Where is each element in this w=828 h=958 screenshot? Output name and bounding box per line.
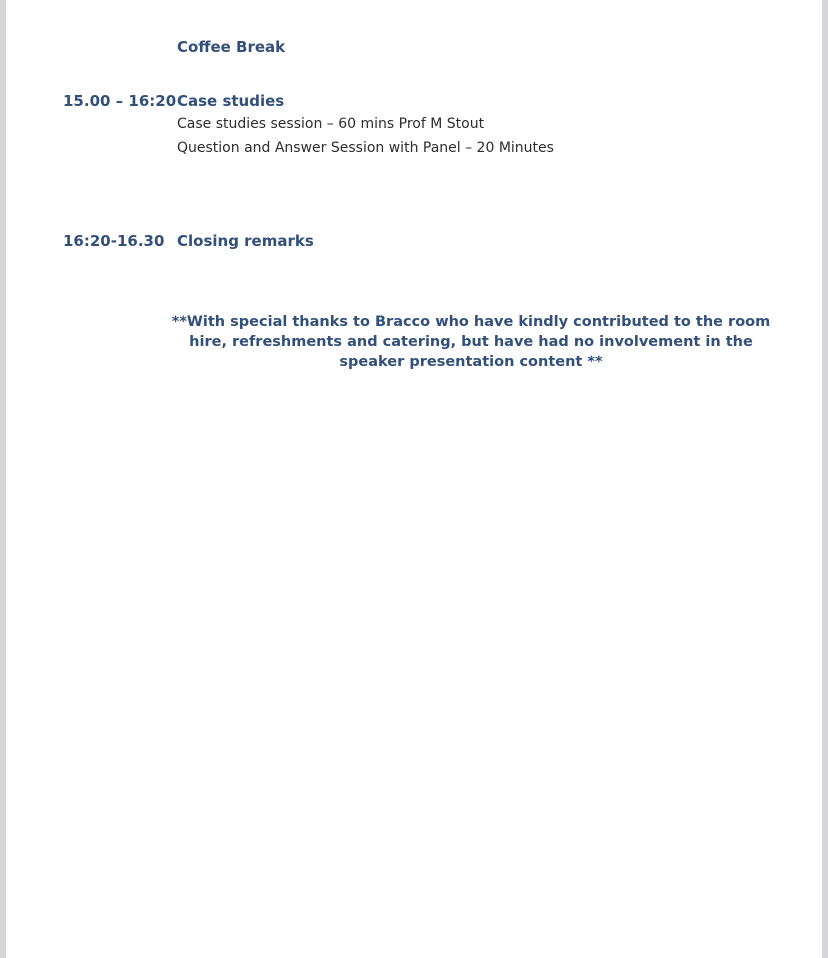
agenda-item-title: Case studies	[177, 92, 285, 110]
sponsor-acknowledgement: **With special thanks to Bracco who have kindly contributed to the room hire, refreshments and catering, but have had no involvement in the speaker presentation content **	[171, 314, 771, 370]
agenda-item-title: Closing remarks	[177, 232, 314, 250]
agenda-item-time: 15.00 – 16:20	[63, 92, 177, 110]
agenda-item-detail: Case studies session – 60 mins Prof M Stout	[177, 116, 485, 132]
agenda-item-title: Coffee Break	[177, 38, 286, 56]
document-page	[6, 0, 822, 958]
agenda-item-time: 16:20-16.30	[63, 232, 165, 250]
agenda-item-detail: Question and Answer Session with Panel – 20 Minutes	[177, 140, 554, 156]
